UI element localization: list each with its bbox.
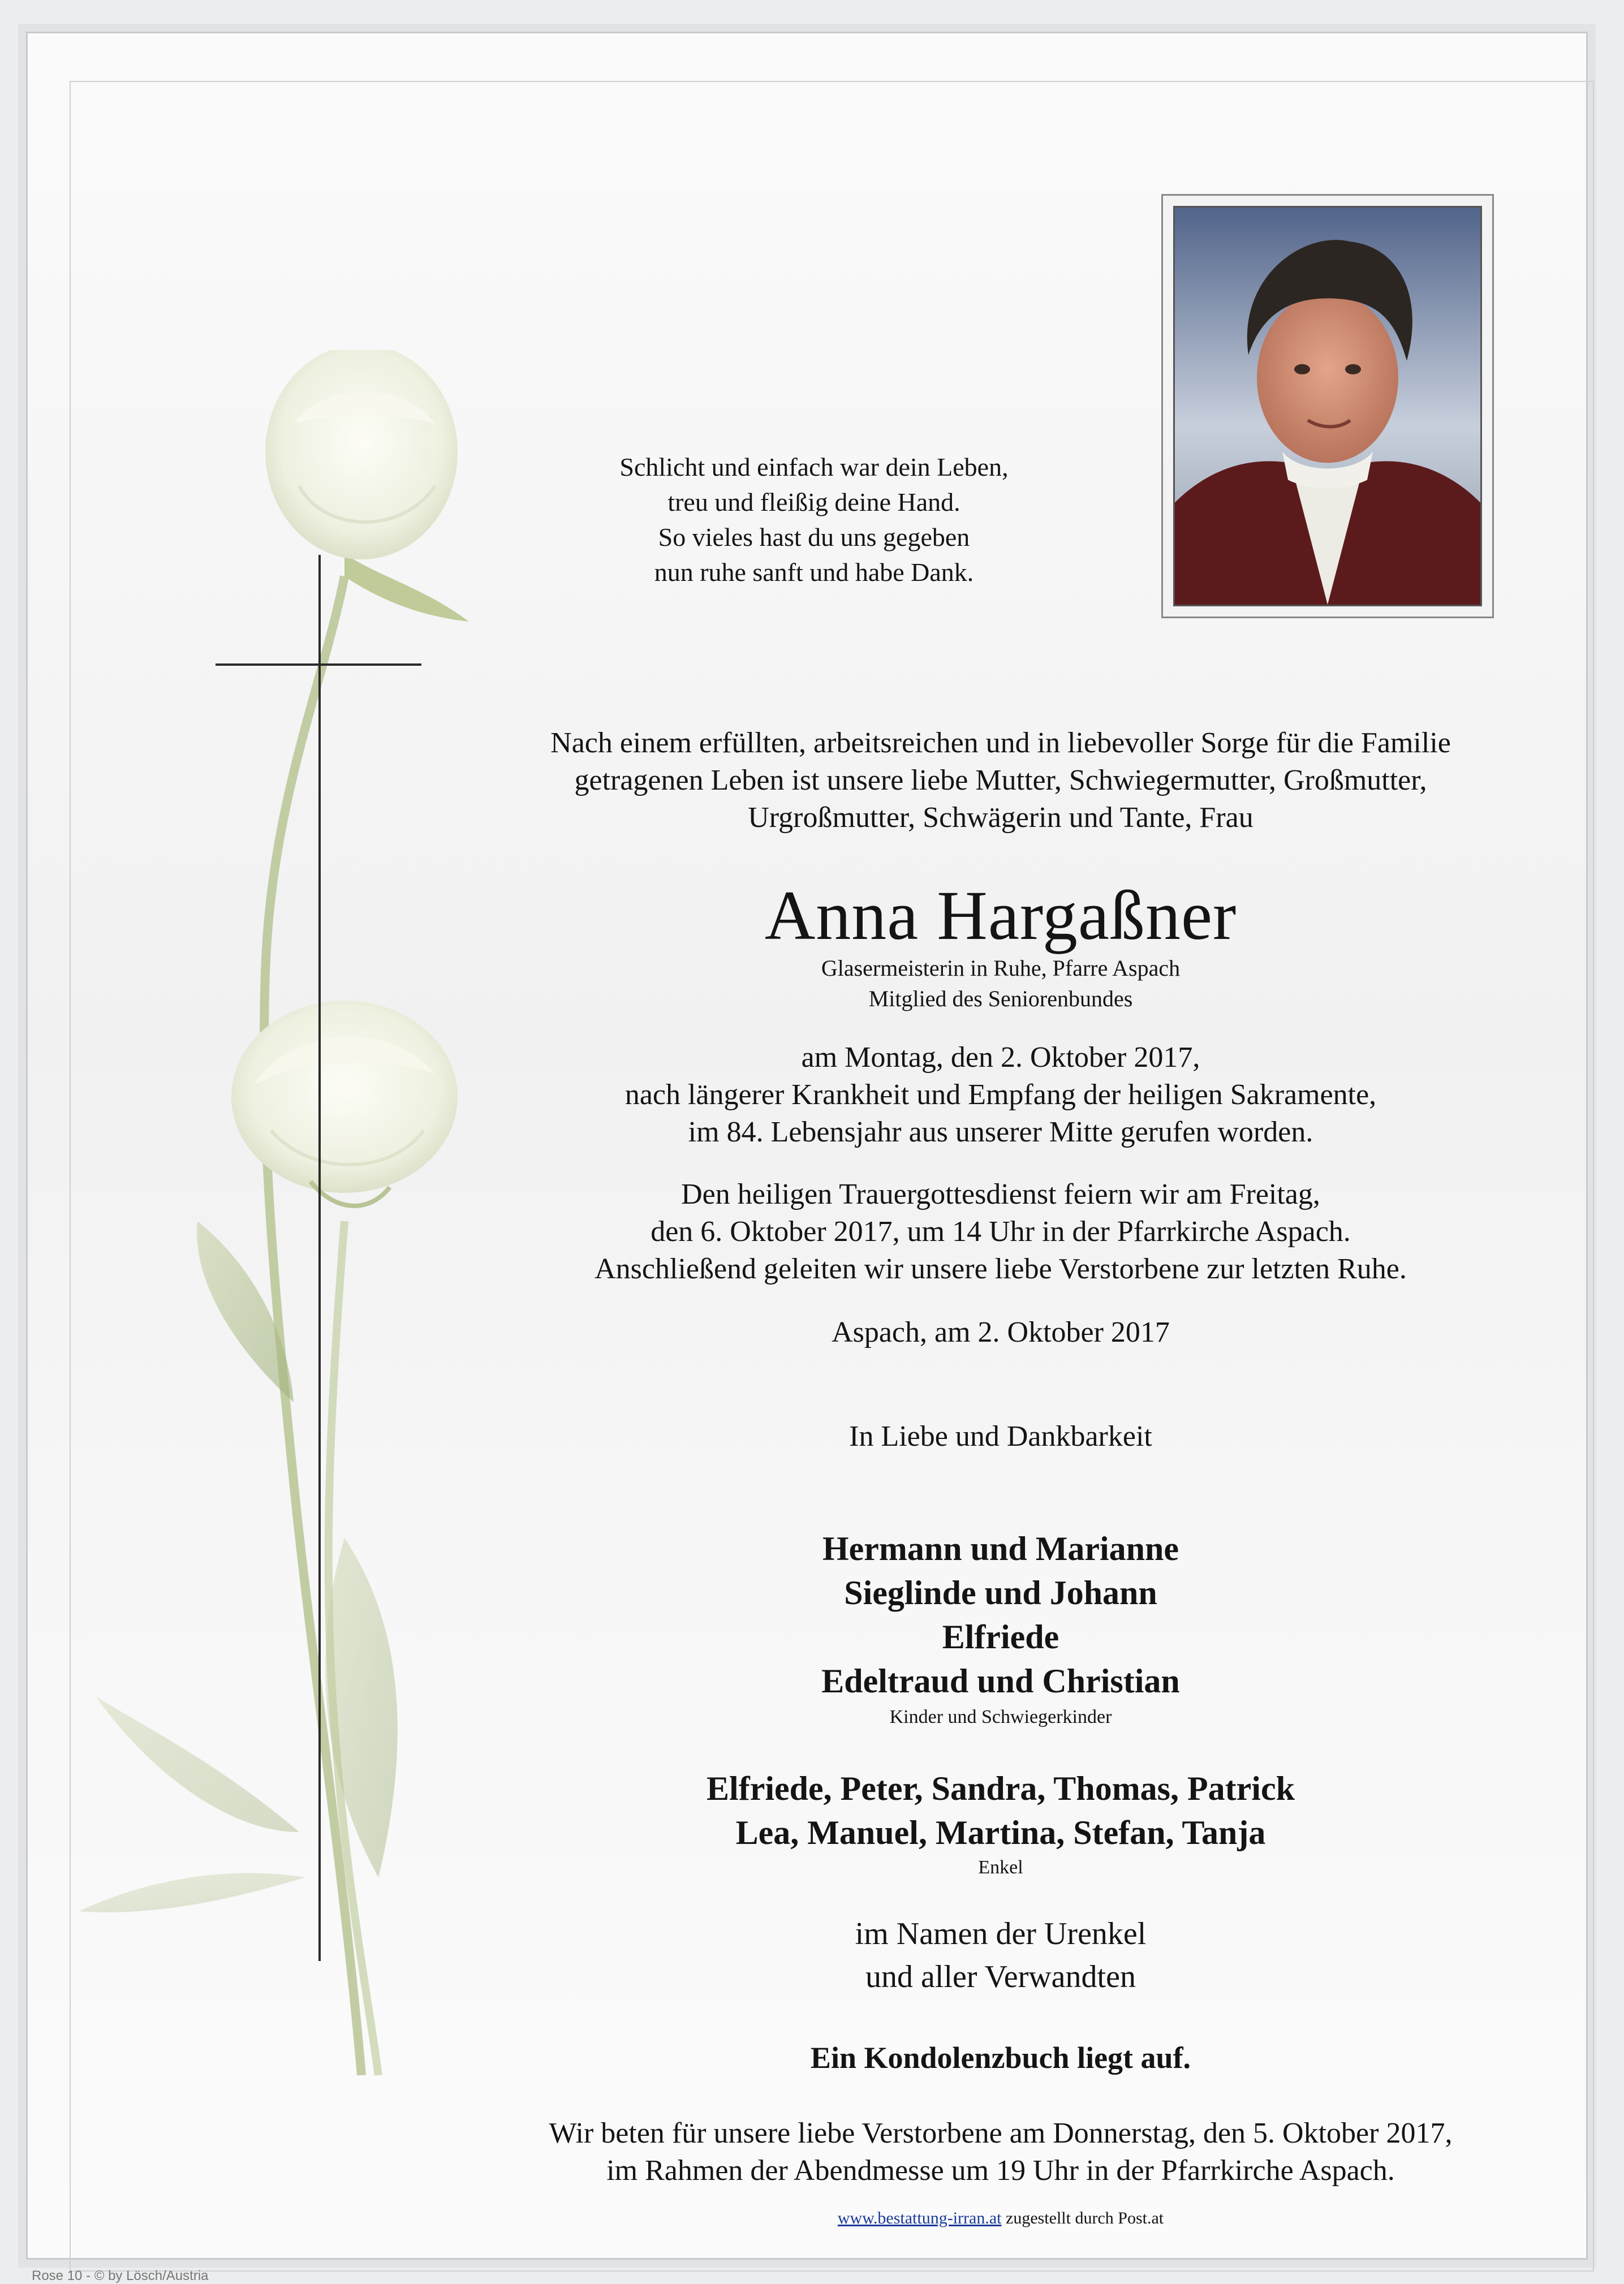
grandchildren-names: Lea, Manuel, Martina, Stefan, Tanja <box>735 1814 1266 1851</box>
cross-vertical <box>318 555 321 1961</box>
children-name: Sieglinde und Johann <box>844 1574 1157 1611</box>
prayer-line: Wir beten für unsere liebe Verstorbene am Donnerstag, den 5. Oktober 2017, <box>549 2117 1453 2149</box>
children-label: Kinder und Schwiegerkinder <box>889 1706 1112 1727</box>
funeral-home-link[interactable]: www.bestattung-irran.at <box>837 2209 1002 2227</box>
copyright-note: Rose 10 - © by Lösch/Austria <box>32 2268 209 2283</box>
deceased-membership: Mitglied des Seniorenbundes <box>868 986 1133 1011</box>
relatives-line: im Namen der Urenkel <box>855 1916 1147 1951</box>
prayer-notice <box>458 2115 1544 2190</box>
prayer-line: im Rahmen der Abendmesse um 19 Uhr in der Pfarrkirche Aspach. <box>606 2154 1395 2187</box>
footer <box>458 2209 1544 2228</box>
condolence-book: Ein Kondolenzbuch liegt auf. <box>810 2041 1191 2075</box>
intro-line: Urgroßmutter, Schwägerin und Tante, Frau <box>748 801 1253 834</box>
children-name: Edeltraud und Christian <box>821 1662 1180 1700</box>
children-list <box>458 1527 1544 1703</box>
intro-text <box>458 725 1544 837</box>
verse-line: treu und fleißig deine Hand. <box>667 488 960 516</box>
service-line: Anschließend geleiten wir unsere liebe Verstorbene zur letzten Ruhe. <box>595 1253 1407 1285</box>
service-line: Den heiligen Trauergottesdienst feiern wir am Freitag, <box>681 1178 1320 1210</box>
grandchildren-label: Enkel <box>978 1857 1023 1878</box>
place-date: Aspach, am 2. Oktober 2017 <box>832 1316 1170 1348</box>
footer-delivery: zugestellt durch Post.at <box>1006 2209 1164 2227</box>
children-name: Elfriede <box>942 1618 1059 1656</box>
verse-line: Schlicht und einfach war dein Leben, <box>619 453 1009 481</box>
deceased-title: Glasermeisterin in Ruhe, Pfarre Aspach <box>821 955 1181 981</box>
funeral-service <box>458 1176 1544 1288</box>
verse-line: So vieles hast du uns gegeben <box>658 523 970 551</box>
deceased-name: Anna Hargaßner <box>764 877 1237 954</box>
cross-horizontal <box>216 663 421 666</box>
relatives <box>458 1912 1544 1998</box>
parte-sheet <box>26 32 1588 2260</box>
grandchildren-names: Elfriede, Peter, Sandra, Thomas, Patrick <box>707 1770 1295 1807</box>
closing-phrase: In Liebe und Dankbarkeit <box>849 1420 1152 1453</box>
grandchildren-list <box>458 1766 1544 1855</box>
death-notice <box>458 1039 1544 1151</box>
service-line: den 6. Oktober 2017, um 14 Uhr in der Pfarrkirche Aspach. <box>651 1216 1351 1248</box>
death-line: im 84. Lebensjahr aus unserer Mitte gerufen worden. <box>688 1116 1313 1148</box>
portrait-photo <box>1173 206 1482 606</box>
verse <box>542 450 1085 590</box>
death-line: nach längerer Krankheit und Empfang der heiligen Sakramente, <box>624 1079 1377 1111</box>
deceased-titles <box>458 953 1544 1014</box>
relatives-line: und aller Verwandten <box>865 1959 1136 1994</box>
verse-line: nun ruhe sanft und habe Dank. <box>654 558 974 587</box>
intro-line: Nach einem erfüllten, arbeitsreichen und in liebevoller Sorge für die Familie <box>550 727 1451 759</box>
portrait-frame <box>1161 194 1494 618</box>
children-name: Hermann und Marianne <box>822 1530 1179 1567</box>
death-line: am Montag, den 2. Oktober 2017, <box>801 1041 1200 1074</box>
intro-line: getragenen Leben ist unsere liebe Mutter, Schwiegermutter, Großmutter, <box>574 764 1427 796</box>
